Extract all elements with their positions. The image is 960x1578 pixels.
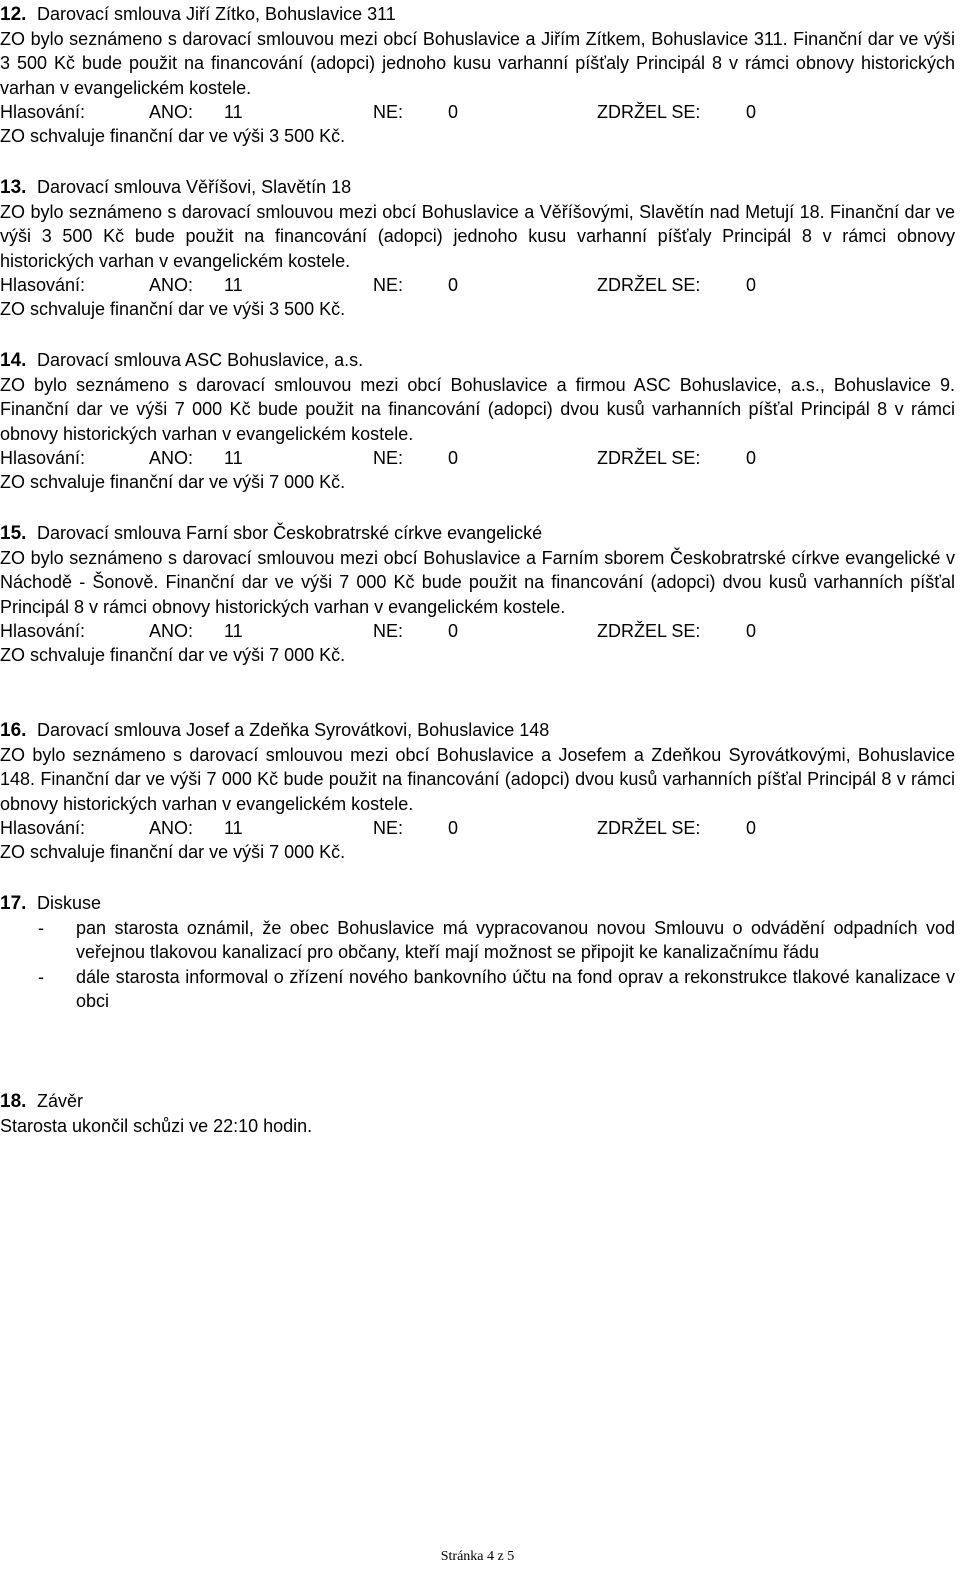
item-description: Starosta ukončil schůzi ve 22:10 hodin. bbox=[0, 1116, 313, 1137]
vote-line bbox=[0, 816, 955, 840]
item-number: 17. bbox=[0, 893, 27, 914]
discussion-list bbox=[0, 916, 955, 1013]
item-heading bbox=[0, 891, 955, 916]
item-description: ZO bylo seznámeno s darovací smlouvou mezi obcí Bohuslavice a firmou ASC Bohuslavice, a.s., Bohuslavice 9. Finanční dar ve výši 7 000 Kč bude použit na financování (adopci) dvou kusů varhanních píšťal Principál 8 v rámci obnovy historických varhan v evangelickém kostele. bbox=[0, 375, 955, 444]
agenda-item-14 bbox=[0, 348, 955, 494]
list-item bbox=[0, 916, 955, 964]
vote-ano-value: 11 bbox=[224, 620, 243, 641]
vote-line bbox=[0, 100, 955, 124]
vote-zdrzel-label: ZDRŽEL SE: bbox=[597, 101, 701, 122]
item-heading bbox=[0, 175, 955, 200]
agenda-item-17 bbox=[0, 891, 955, 1013]
item-description: ZO bylo seznámeno s darovací smlouvou mezi obcí Bohuslavice a Jiřím Zítkem, Bohuslavice 311. Finanční dar ve výši 3 500 Kč bude použit na financování (adopci) jednoho kusu varhanní píšťaly Principál 8 v rámci obnovy historických varhan v evangelickém kostele. bbox=[0, 29, 955, 98]
vote-ne-label: NE: bbox=[373, 274, 404, 295]
vote-ano-label: ANO: bbox=[149, 620, 194, 641]
vote-ne-value: 0 bbox=[448, 817, 459, 838]
item-resolution: ZO schvaluje finanční dar ve výši 7 000 Kč. bbox=[0, 842, 346, 862]
dash-bullet: - bbox=[38, 966, 44, 987]
vote-label: Hlasování: bbox=[0, 101, 86, 122]
vote-zdrzel-label: ZDRŽEL SE: bbox=[597, 620, 701, 641]
item-number: 18. bbox=[0, 1091, 27, 1112]
item-description: ZO bylo seznámeno s darovací smlouvou mezi obcí Bohuslavice a Věříšovými, Slavětín nad Metují 18. Finanční dar ve výši 3 500 Kč bude použit na financování (adopci) jednoho kusu varhanní píšťaly Principál 8 v rámci obnovy historických varhan v evangelickém kostele. bbox=[0, 202, 955, 271]
vote-zdrzel-value: 0 bbox=[746, 817, 757, 838]
vote-ano-label: ANO: bbox=[149, 817, 194, 838]
dash-bullet: - bbox=[38, 918, 44, 939]
item-title: Závěr bbox=[37, 1091, 84, 1111]
vote-ne-value: 0 bbox=[448, 620, 459, 641]
vote-ne-value: 0 bbox=[448, 101, 459, 122]
vote-zdrzel-value: 0 bbox=[746, 101, 757, 122]
item-title: Darovací smlouva Jiří Zítko, Bohuslavice 311 bbox=[37, 4, 396, 24]
item-title: Darovací smlouva Věříšovi, Slavětín 18 bbox=[37, 177, 352, 197]
list-item-text: dále starosta informoval o zřízení nového bankovního účtu na fond oprav a rekonstrukce tlakové kanalizace v obci bbox=[76, 966, 955, 1011]
item-number: 16. bbox=[0, 720, 27, 741]
vote-ne-label: NE: bbox=[373, 447, 404, 468]
vote-label: Hlasování: bbox=[0, 447, 86, 468]
item-heading bbox=[0, 521, 955, 546]
agenda-item-15 bbox=[0, 521, 955, 667]
vote-ano-label: ANO: bbox=[149, 447, 194, 468]
item-resolution: ZO schvaluje finanční dar ve výši 3 500 Kč. bbox=[0, 126, 346, 146]
vote-line bbox=[0, 619, 955, 643]
vote-ano-value: 11 bbox=[224, 274, 243, 295]
item-resolution: ZO schvaluje finanční dar ve výši 7 000 Kč. bbox=[0, 645, 346, 665]
vote-zdrzel-value: 0 bbox=[746, 620, 757, 641]
vote-zdrzel-label: ZDRŽEL SE: bbox=[597, 817, 701, 838]
item-heading bbox=[0, 718, 955, 743]
vote-label: Hlasování: bbox=[0, 817, 86, 838]
agenda-item-13 bbox=[0, 175, 955, 321]
item-title: Diskuse bbox=[37, 893, 102, 913]
agenda-item-18 bbox=[0, 1089, 955, 1138]
vote-ne-value: 0 bbox=[448, 447, 459, 468]
vote-label: Hlasování: bbox=[0, 274, 86, 295]
item-description: ZO bylo seznámeno s darovací smlouvou mezi obcí Bohuslavice a Farním sborem Českobratrské církve evangelické v Náchodě - Šonově. Finanční dar ve výši 7 000 Kč bude použit na financování (adopci) dvou kusů varhanních píšťal Principál 8 v rámci obnovy historických varhan v evangelickém kostele. bbox=[0, 548, 955, 617]
vote-ano-label: ANO: bbox=[149, 274, 194, 295]
item-number: 13. bbox=[0, 177, 27, 198]
vote-ano-value: 11 bbox=[224, 447, 243, 468]
item-resolution: ZO schvaluje finanční dar ve výši 7 000 Kč. bbox=[0, 472, 346, 492]
vote-line bbox=[0, 273, 955, 297]
item-title: Darovací smlouva ASC Bohuslavice, a.s. bbox=[37, 350, 364, 370]
list-item bbox=[0, 965, 955, 1013]
vote-ne-label: NE: bbox=[373, 620, 404, 641]
vote-ano-value: 11 bbox=[224, 101, 243, 122]
vote-zdrzel-label: ZDRŽEL SE: bbox=[597, 447, 701, 468]
item-number: 14. bbox=[0, 350, 27, 371]
item-number: 12. bbox=[0, 4, 27, 25]
vote-line bbox=[0, 446, 955, 470]
item-title: Darovací smlouva Josef a Zdeňka Syrovátkovi, Bohuslavice 148 bbox=[37, 720, 550, 740]
item-number: 15. bbox=[0, 523, 27, 544]
vote-ne-label: NE: bbox=[373, 101, 404, 122]
vote-ano-label: ANO: bbox=[149, 101, 194, 122]
vote-zdrzel-value: 0 bbox=[746, 447, 757, 468]
vote-ne-value: 0 bbox=[448, 274, 459, 295]
agenda-item-16 bbox=[0, 718, 955, 864]
page-number: Stránka 4 z 5 bbox=[440, 1549, 515, 1564]
item-description: ZO bylo seznámeno s darovací smlouvou mezi obcí Bohuslavice a Josefem a Zdeňkou Syrovátkovými, Bohuslavice 148. Finanční dar ve výši 7 000 Kč bude použit na financování (adopci) dvou kusů varhanních píšťal Principál 8 v rámci obnovy historických varhan v evangelickém kostele. bbox=[0, 745, 955, 814]
list-item-text: pan starosta oznámil, že obec Bohuslavice má vypracovanou novou Smlouvu o odvádění odpadních vod veřejnou tlakovou kanalizací pro občany, kteří mají možnost se připojit ke kanalizačnímu řádu bbox=[76, 918, 955, 963]
vote-zdrzel-value: 0 bbox=[746, 274, 757, 295]
vote-ano-value: 11 bbox=[224, 817, 243, 838]
item-heading bbox=[0, 2, 955, 27]
agenda-item-12 bbox=[0, 2, 955, 148]
vote-ne-label: NE: bbox=[373, 817, 404, 838]
item-title: Darovací smlouva Farní sbor Českobratrské církve evangelické bbox=[37, 523, 543, 543]
item-resolution: ZO schvaluje finanční dar ve výši 3 500 Kč. bbox=[0, 299, 346, 319]
item-heading bbox=[0, 348, 955, 373]
vote-zdrzel-label: ZDRŽEL SE: bbox=[597, 274, 701, 295]
vote-label: Hlasování: bbox=[0, 620, 86, 641]
item-heading bbox=[0, 1089, 955, 1114]
